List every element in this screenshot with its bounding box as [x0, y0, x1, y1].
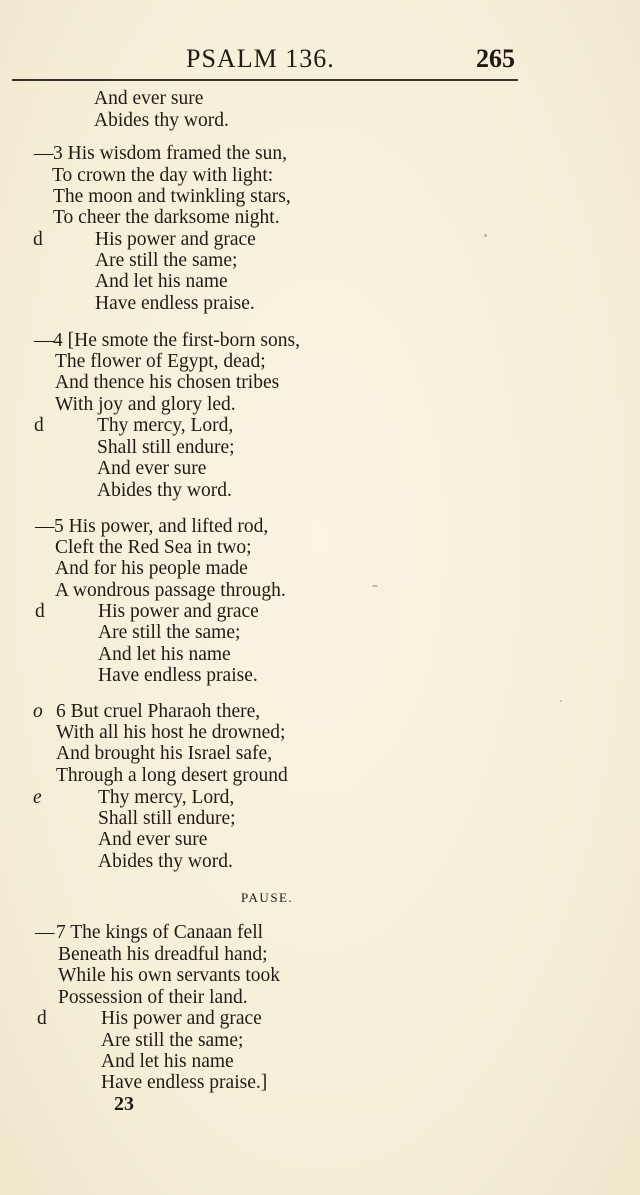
header-rule [12, 79, 518, 81]
verse-line: His power and grace [101, 1008, 262, 1029]
verse-line: And ever sure [98, 829, 208, 850]
dynamic-marker: e [33, 787, 42, 808]
verse-line: And thence his chosen tribes [55, 372, 280, 393]
verse-line: And for his people made [55, 558, 248, 579]
verse-line: The moon and twinkling stars, [53, 186, 291, 207]
verse-line: Beneath his dreadful hand; [58, 944, 268, 965]
verse-line: And ever sure [97, 458, 207, 479]
dynamic-marker: d [37, 1008, 47, 1029]
stanza-marker: — [34, 330, 54, 351]
verse-line: To cheer the darksome night. [53, 207, 280, 228]
verse-line: Have endless praise. [98, 665, 258, 686]
verse-line: Abides thy word. [97, 480, 232, 501]
verse-line: Have endless praise.] [101, 1072, 268, 1093]
verse-line: With all his host he drowned; [56, 722, 286, 743]
verse-line: 4 [He smote the first-born sons, [53, 330, 300, 351]
verse-line: And let his name [101, 1051, 234, 1072]
verse-line: Shall still endure; [97, 437, 235, 458]
verse-line: Have endless praise. [95, 293, 255, 314]
verse-line: 7 The kings of Canaan fell [56, 922, 264, 943]
verse-line: Abides thy word. [94, 110, 229, 131]
verse-line: Through a long desert ground [56, 765, 288, 786]
verse-line: A wondrous passage through. [55, 580, 286, 601]
dynamic-marker: d [35, 601, 45, 622]
verse-line: Abides thy word. [98, 851, 233, 872]
dynamic-marker: d [34, 415, 44, 436]
stanza-marker: — [35, 922, 55, 943]
verse-line: And let his name [98, 644, 231, 665]
verse-line: 6 But cruel Pharaoh there, [56, 701, 261, 722]
verse-line: And let his name [95, 271, 228, 292]
signature-mark: 23 [114, 1093, 134, 1115]
stanza-marker: — [34, 143, 54, 164]
dynamic-marker: o [33, 701, 43, 722]
paper-speck [560, 700, 562, 702]
verse-line: While his own servants took [58, 965, 281, 986]
verse-line: 5 His power, and lifted rod, [54, 516, 269, 537]
paper-speck [484, 234, 487, 237]
verse-line: Are still the same; [95, 250, 238, 271]
stanza-marker: — [35, 516, 55, 537]
verse-line: Possession of their land. [58, 987, 248, 1008]
verse-line: His power and grace [95, 229, 256, 250]
verse-line: Shall still endure; [98, 808, 236, 829]
verse-line: And brought his Israel safe, [56, 743, 273, 764]
verse-line: Are still the same; [101, 1030, 244, 1051]
paper-speck [372, 585, 378, 587]
verse-line: His power and grace [98, 601, 259, 622]
verse-line: To crown the day with light: [52, 165, 274, 186]
pause-heading: PAUSE. [241, 890, 294, 905]
verse-line: Cleft the Red Sea in two; [55, 537, 252, 558]
running-title: PSALM 136. [186, 44, 335, 73]
verse-line: Are still the same; [98, 622, 241, 643]
verse-line: With joy and glory led. [55, 394, 236, 415]
verse-line: Thy mercy, Lord, [98, 787, 235, 808]
verse-line: 3 His wisdom framed the sun, [53, 143, 287, 164]
verse-line: Thy mercy, Lord, [97, 415, 234, 436]
dynamic-marker: d [33, 229, 43, 250]
running-header [0, 40, 640, 80]
verse-line: And ever sure [94, 88, 204, 109]
page-number: 265 [476, 44, 515, 73]
verse-line: The flower of Egypt, dead; [55, 351, 266, 372]
